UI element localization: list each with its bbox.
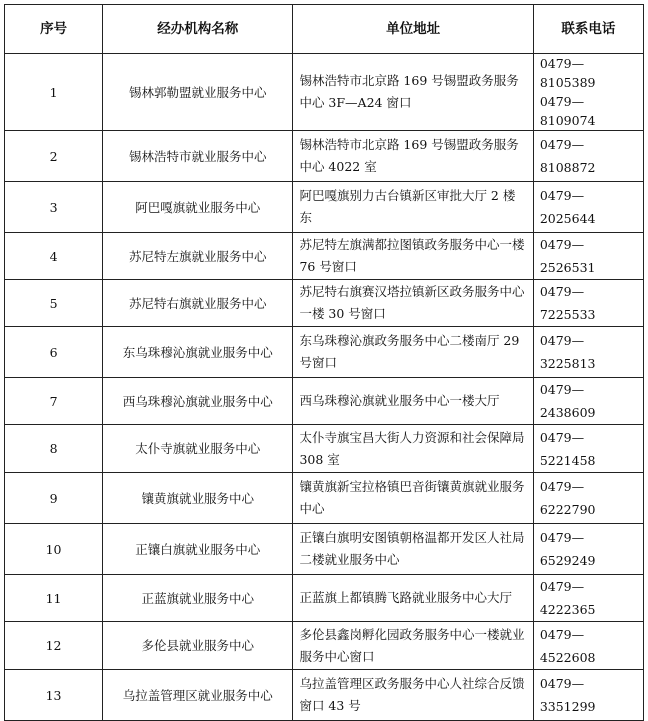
row-address: 西乌珠穆沁旗就业服务中心一楼大厅 (293, 378, 533, 425)
row-no: 13 (5, 670, 103, 721)
table-row (5, 54, 644, 131)
table-row (5, 425, 644, 473)
row-no: 2 (5, 131, 103, 182)
row-address: 正镶白旗明安图镇朝格温都开发区人社局二楼就业服务中心 (293, 524, 533, 575)
row-no: 3 (5, 182, 103, 233)
row-phone: 0479—3351299 (533, 670, 643, 721)
row-no: 8 (5, 425, 103, 473)
row-address: 苏尼特右旗赛汉塔拉镇新区政务服务中心一楼 30 号窗口 (293, 280, 533, 327)
row-no: 6 (5, 327, 103, 378)
header-address: 单位地址 (293, 5, 533, 54)
row-no: 1 (5, 54, 103, 131)
row-name: 西乌珠穆沁旗就业服务中心 (103, 378, 293, 425)
row-phone: 0479—4522608 (533, 622, 643, 670)
row-phone-primary: 0479—8105389 (539, 56, 596, 90)
row-no: 11 (5, 575, 103, 622)
row-phone: 0479—7225533 (533, 280, 643, 327)
table-row (5, 473, 644, 524)
row-name: 锡林郭勒盟就业服务中心 (103, 54, 293, 131)
row-no: 12 (5, 622, 103, 670)
row-name: 多伦县就业服务中心 (103, 622, 293, 670)
row-phone: 0479—6529249 (533, 524, 643, 575)
row-name: 苏尼特左旗就业服务中心 (103, 233, 293, 280)
row-name: 正镶白旗就业服务中心 (103, 524, 293, 575)
row-name: 正蓝旗就业服务中心 (103, 575, 293, 622)
table-row (5, 182, 644, 233)
header-phone: 联系电话 (533, 5, 643, 54)
row-name: 乌拉盖管理区就业服务中心 (103, 670, 293, 721)
row-no: 7 (5, 378, 103, 425)
row-phone: 0479—6222790 (533, 473, 643, 524)
row-address: 镶黄旗新宝拉格镇巴音街镶黄旗就业服务中心 (293, 473, 533, 524)
row-name: 太仆寺旗就业服务中心 (103, 425, 293, 473)
row-phone: 0479—2025644 (533, 182, 643, 233)
table-row (5, 670, 644, 721)
row-no: 5 (5, 280, 103, 327)
row-name: 锡林浩特市就业服务中心 (103, 131, 293, 182)
row-name: 苏尼特右旗就业服务中心 (103, 280, 293, 327)
row-no: 4 (5, 233, 103, 280)
row-address: 乌拉盖管理区政务服务中心人社综合反馈窗口 43 号 (293, 670, 533, 721)
header-row (5, 5, 644, 54)
service-center-table (4, 4, 644, 721)
row-phone: 0479—8108872 (533, 131, 643, 182)
row-address: 多伦县鑫岗孵化园政务服务中心一楼就业服务中心窗口 (293, 622, 533, 670)
row-name: 阿巴嘎旗就业服务中心 (103, 182, 293, 233)
table-row (5, 280, 644, 327)
table-row (5, 327, 644, 378)
table-row (5, 524, 644, 575)
header-name: 经办机构名称 (103, 5, 293, 54)
row-phone: 0479—2438609 (533, 378, 643, 425)
table-row (5, 233, 644, 280)
row-address: 锡林浩特市北京路 169 号锡盟政务服务中心 3F—A24 窗口 (293, 54, 533, 131)
row-no: 10 (5, 524, 103, 575)
row-address: 东乌珠穆沁旗政务服务中心二楼南厅 29 号窗口 (293, 327, 533, 378)
row-address: 正蓝旗上都镇腾飞路就业服务中心大厅 (293, 575, 533, 622)
row-name: 东乌珠穆沁旗就业服务中心 (103, 327, 293, 378)
row-phone: 0479—2526531 (533, 233, 643, 280)
table-row (5, 622, 644, 670)
row-phone: 0479—3225813 (533, 327, 643, 378)
header-no: 序号 (5, 5, 103, 54)
row-phone-secondary: 0479—8109074 (539, 94, 596, 128)
row-phone (533, 54, 643, 131)
table-row (5, 131, 644, 182)
row-phone: 0479—5221458 (533, 425, 643, 473)
row-address: 锡林浩特市北京路 169 号锡盟政务服务中心 4022 室 (293, 131, 533, 182)
row-address: 苏尼特左旗满都拉图镇政务服务中心一楼 76 号窗口 (293, 233, 533, 280)
row-address: 太仆寺旗宝昌大街人力资源和社会保障局 308 室 (293, 425, 533, 473)
row-phone: 0479—4222365 (533, 575, 643, 622)
table-row (5, 378, 644, 425)
table-row (5, 575, 644, 622)
row-name: 镶黄旗就业服务中心 (103, 473, 293, 524)
row-no: 9 (5, 473, 103, 524)
row-address: 阿巴嘎旗别力古台镇新区审批大厅 2 楼东 (293, 182, 533, 233)
